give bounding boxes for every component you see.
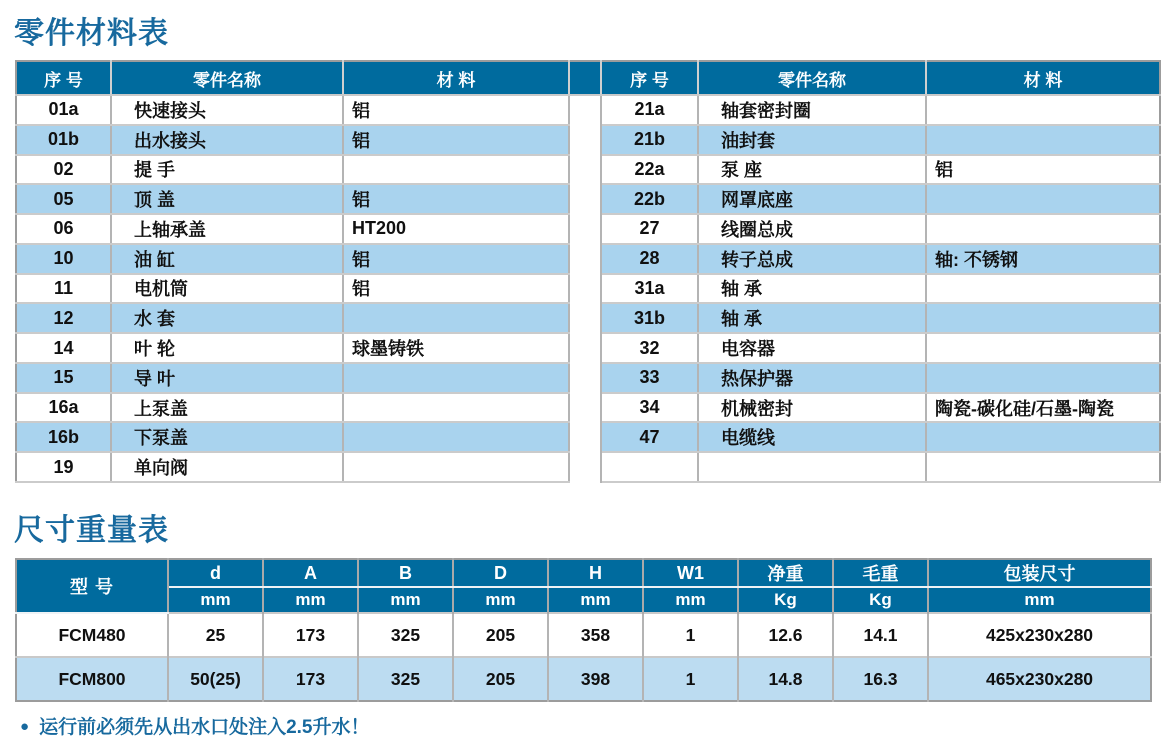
parts-table-row [16,95,1160,125]
part-no: 27 [601,214,698,244]
part-name: 出水接头 [111,125,343,155]
part-name: 快速接头 [111,95,343,125]
part-no: 06 [16,214,111,244]
part-no: 12 [16,303,111,333]
part-name: 机械密封 [698,393,926,423]
parts-table-header [16,61,1160,95]
part-no: 28 [601,244,698,274]
part-material [926,184,1160,214]
unit-b: mm [358,587,453,613]
table-gap-spacer [569,274,601,304]
part-no: 31b [601,303,698,333]
table-gap-spacer [569,333,601,363]
table-gap-spacer [569,214,601,244]
parts-table-row [16,333,1160,363]
part-material [926,303,1160,333]
unit-h: mm [548,587,643,613]
part-name: 顶 盖 [111,184,343,214]
unit-a: mm [263,587,358,613]
part-material [343,303,569,333]
gross-weight-value: 14.1 [833,613,928,657]
part-name: 单向阀 [111,452,343,482]
dims-table-title: 尺寸重量表 [14,514,169,547]
table-gap-spacer [569,393,601,423]
part-no: 34 [601,393,698,423]
dims-table-row [16,657,1151,701]
dim-value: 1 [643,657,738,701]
parts-table-row [16,274,1160,304]
part-material [926,452,1160,482]
unit-gross-weight: Kg [833,587,928,613]
part-material: 球墨铸铁 [343,333,569,363]
dim-value: 25 [168,613,263,657]
parts-table-row [16,303,1160,333]
part-no: 10 [16,244,111,274]
dims-header-units-row [16,587,1151,613]
part-name: 下泵盖 [111,422,343,452]
part-no: 15 [16,363,111,393]
part-material: 轴: 不锈钢 [926,244,1160,274]
part-name: 提 手 [111,155,343,185]
part-material [926,125,1160,155]
part-material: 陶瓷-碳化硅/石墨-陶瓷 [926,393,1160,423]
warning-note-text: 运行前必须先从出水口处注入2.5升水！ [39,717,370,738]
part-name: 油封套 [698,125,926,155]
part-material: HT200 [343,214,569,244]
part-name: 转子总成 [698,244,926,274]
part-no [601,452,698,482]
part-material: 铝 [343,184,569,214]
package-size-value: 465x230x280 [928,657,1151,701]
parts-table-title: 零件材料表 [14,17,169,50]
parts-table-row [16,452,1160,482]
table-gap-spacer [569,452,601,482]
dim-value: 1 [643,613,738,657]
part-no: 33 [601,363,698,393]
header-h: H [548,559,643,587]
part-no: 31a [601,274,698,304]
header-dd: D [453,559,548,587]
package-size-value: 425x230x280 [928,613,1151,657]
dim-value: 205 [453,657,548,701]
part-no: 19 [16,452,111,482]
part-material [926,95,1160,125]
part-material [343,363,569,393]
part-no: 21a [601,95,698,125]
part-no: 47 [601,422,698,452]
part-material: 铝 [343,244,569,274]
part-name: 叶 轮 [111,333,343,363]
part-material [343,452,569,482]
part-material [926,333,1160,363]
parts-table-row [16,155,1160,185]
dims-table-row [16,613,1151,657]
part-name: 上泵盖 [111,393,343,423]
parts-materials-table [15,60,1161,483]
part-no: 01b [16,125,111,155]
parts-table-row [16,214,1160,244]
part-name: 线圈总成 [698,214,926,244]
part-material: 铝 [926,155,1160,185]
part-material [926,214,1160,244]
dim-value: 205 [453,613,548,657]
dim-value: 173 [263,657,358,701]
header-w1: W1 [643,559,738,587]
part-material [343,393,569,423]
header-name: 零件名称 [111,61,343,95]
part-name: 电机筒 [111,274,343,304]
part-material [926,422,1160,452]
table-gap-spacer [569,125,601,155]
dims-header-labels-row [16,559,1151,587]
dim-value: 398 [548,657,643,701]
header-no: 序 号 [601,61,698,95]
part-no: 21b [601,125,698,155]
part-no: 16a [16,393,111,423]
part-material: 铝 [343,95,569,125]
parts-table-row [16,125,1160,155]
part-material [343,422,569,452]
part-material: 铝 [343,274,569,304]
table-gap-spacer [569,363,601,393]
table-gap-spacer [569,244,601,274]
part-no: 11 [16,274,111,304]
part-name: 水 套 [111,303,343,333]
header-net-weight: 净重 [738,559,833,587]
header-d: d [168,559,263,587]
dim-value: 50(25) [168,657,263,701]
dim-value: 173 [263,613,358,657]
header-b: B [358,559,453,587]
unit-net-weight: Kg [738,587,833,613]
table-gap-spacer [569,95,601,125]
parts-table-row [16,244,1160,274]
part-name: 轴套密封圈 [698,95,926,125]
model-name: FCM800 [16,657,168,701]
header-a: A [263,559,358,587]
part-no: 14 [16,333,111,363]
part-no: 01a [16,95,111,125]
unit-w1: mm [643,587,738,613]
warning-note [20,712,369,739]
unit-dd: mm [453,587,548,613]
part-name: 热保护器 [698,363,926,393]
gross-weight-value: 16.3 [833,657,928,701]
header-gross-weight: 毛重 [833,559,928,587]
part-name: 泵 座 [698,155,926,185]
dimensions-weight-table [15,558,1152,702]
header-model: 型 号 [16,559,168,613]
part-name: 电容器 [698,333,926,363]
part-name: 网罩底座 [698,184,926,214]
bullet-icon: ● [20,718,30,735]
part-no: 22b [601,184,698,214]
header-material: 材 料 [926,61,1160,95]
parts-table-row [16,422,1160,452]
part-material: 铝 [343,125,569,155]
part-name: 上轴承盖 [111,214,343,244]
part-name: 导 叶 [111,363,343,393]
table-gap-spacer [569,303,601,333]
unit-package-size: mm [928,587,1151,613]
part-name: 轴 承 [698,303,926,333]
part-material [926,363,1160,393]
part-no: 02 [16,155,111,185]
header-no: 序 号 [16,61,111,95]
dim-value: 325 [358,657,453,701]
header-package-size: 包装尺寸 [928,559,1151,587]
part-name: 油 缸 [111,244,343,274]
parts-table-row [16,184,1160,214]
header-material: 材 料 [343,61,569,95]
part-material [343,155,569,185]
part-no: 22a [601,155,698,185]
dims-table-header [16,559,1151,613]
table-gap-spacer [569,184,601,214]
table-gap-spacer [569,422,601,452]
net-weight-value: 14.8 [738,657,833,701]
parts-header-row [16,61,1160,95]
part-name [698,452,926,482]
table-gap-spacer [569,155,601,185]
part-no: 32 [601,333,698,363]
part-no: 05 [16,184,111,214]
part-name: 电缆线 [698,422,926,452]
part-name: 轴 承 [698,274,926,304]
header-name: 零件名称 [698,61,926,95]
part-material [926,274,1160,304]
dim-value: 325 [358,613,453,657]
dim-value: 358 [548,613,643,657]
parts-table-row [16,363,1160,393]
net-weight-value: 12.6 [738,613,833,657]
part-no: 16b [16,422,111,452]
parts-table-row [16,393,1160,423]
model-name: FCM480 [16,613,168,657]
header-gap-spacer [569,61,601,95]
unit-d: mm [168,587,263,613]
